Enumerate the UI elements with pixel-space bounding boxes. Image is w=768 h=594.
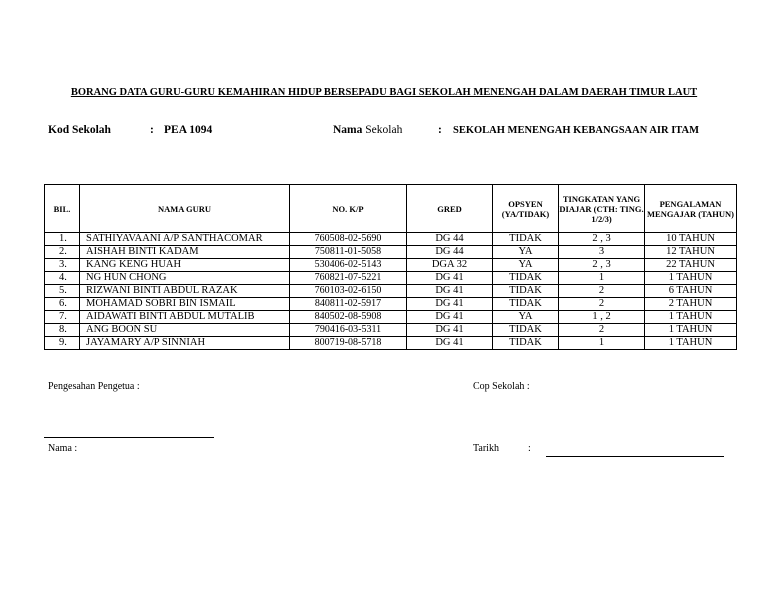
cop-sekolah-label: Cop Sekolah :	[473, 381, 530, 392]
cell-no-kp: 760508-02-5690	[290, 233, 407, 246]
table-row	[45, 233, 737, 246]
cell-pengalaman: 10 TAHUN	[645, 233, 737, 246]
header-nama-guru: NAMA GURU	[80, 185, 290, 233]
cell-pengalaman: 12 TAHUN	[645, 246, 737, 259]
header-opsyen: OPSYEN (YA/TIDAK)	[493, 185, 559, 233]
kod-sekolah-value: PEA 1094	[164, 124, 213, 136]
nama-sekolah-label-rest: Sekolah	[362, 124, 403, 136]
cell-nama-guru: NG HUN CHONG	[80, 272, 290, 285]
tarikh-label: Tarikh	[473, 443, 499, 454]
table-row	[45, 272, 737, 285]
cell-pengalaman: 1 TAHUN	[645, 337, 737, 350]
table-row	[45, 324, 737, 337]
cell-nama-guru: KANG KENG HUAH	[80, 259, 290, 272]
table-header-row	[45, 185, 737, 233]
cell-tingkatan: 1	[559, 337, 645, 350]
cell-pengalaman: 1 TAHUN	[645, 324, 737, 337]
header-bil: BIL.	[45, 185, 80, 233]
cell-pengalaman: 22 TAHUN	[645, 259, 737, 272]
cell-gred: DG 44	[407, 233, 493, 246]
cell-opsyen: YA	[493, 246, 559, 259]
header-no-kp: NO. K/P	[290, 185, 407, 233]
nama-sekolah-value: SEKOLAH MENENGAH KEBANGSAAN AIR ITAM	[453, 125, 700, 136]
cell-tingkatan: 2	[559, 324, 645, 337]
cell-bil: 1.	[45, 233, 80, 246]
cell-gred: DG 41	[407, 298, 493, 311]
cell-nama-guru: AIDAWATI BINTI ABDUL MUTALIB	[80, 311, 290, 324]
cell-opsyen: TIDAK	[493, 233, 559, 246]
cell-gred: DG 41	[407, 324, 493, 337]
table-row	[45, 311, 737, 324]
cell-gred: DG 41	[407, 337, 493, 350]
header-gred: GRED	[407, 185, 493, 233]
cell-no-kp: 840502-08-5908	[290, 311, 407, 324]
cell-pengalaman: 1 TAHUN	[645, 272, 737, 285]
cell-tingkatan: 1 , 2	[559, 311, 645, 324]
cell-no-kp: 750811-01-5058	[290, 246, 407, 259]
table-row	[45, 337, 737, 350]
cell-tingkatan: 2 , 3	[559, 259, 645, 272]
cell-opsyen: TIDAK	[493, 285, 559, 298]
form-title: BORANG DATA GURU-GURU KEMAHIRAN HIDUP BERSEPADU BAGI SEKOLAH MENENGAH DALAM DAERAH TIMUR LAUT	[70, 87, 698, 98]
cell-opsyen: YA	[493, 311, 559, 324]
cell-opsyen: TIDAK	[493, 272, 559, 285]
cell-bil: 4.	[45, 272, 80, 285]
kod-sekolah-label: Kod Sekolah	[48, 124, 111, 136]
cell-opsyen: TIDAK	[493, 337, 559, 350]
cell-tingkatan: 3	[559, 246, 645, 259]
cell-tingkatan: 2 , 3	[559, 233, 645, 246]
nama-sekolah-colon: :	[438, 124, 442, 136]
cell-nama-guru: AISHAH BINTI KADAM	[80, 246, 290, 259]
cell-gred: DG 41	[407, 285, 493, 298]
cell-gred: DG 41	[407, 272, 493, 285]
cell-bil: 6.	[45, 298, 80, 311]
cell-tingkatan: 2	[559, 298, 645, 311]
header-pengalaman: PENGALAMAN MENGAJAR (TAHUN)	[645, 185, 737, 233]
cell-bil: 2.	[45, 246, 80, 259]
cell-bil: 8.	[45, 324, 80, 337]
cell-gred: DG 44	[407, 246, 493, 259]
cell-bil: 9.	[45, 337, 80, 350]
cell-bil: 3.	[45, 259, 80, 272]
kod-sekolah-colon: :	[150, 124, 154, 136]
cell-pengalaman: 6 TAHUN	[645, 285, 737, 298]
cell-no-kp: 790416-03-5311	[290, 324, 407, 337]
cell-no-kp: 760103-02-6150	[290, 285, 407, 298]
header-tingkatan: TINGKATAN YANG DIAJAR (CTH: TING. 1/2/3)	[559, 185, 645, 233]
cell-nama-guru: MOHAMAD SOBRI BIN ISMAIL	[80, 298, 290, 311]
nama-sekolah-label	[333, 124, 402, 136]
cell-pengalaman: 1 TAHUN	[645, 311, 737, 324]
nama-sekolah-label-bold: Nama	[333, 124, 363, 136]
table-row	[45, 259, 737, 272]
table-row	[45, 246, 737, 259]
signature-line	[44, 437, 214, 438]
cell-no-kp: 760821-07-5221	[290, 272, 407, 285]
cell-bil: 7.	[45, 311, 80, 324]
cell-no-kp: 800719-08-5718	[290, 337, 407, 350]
cell-opsyen: YA	[493, 259, 559, 272]
cell-nama-guru: ANG BOON SU	[80, 324, 290, 337]
cell-no-kp: 840811-02-5917	[290, 298, 407, 311]
tarikh-colon: :	[528, 443, 531, 454]
cell-opsyen: TIDAK	[493, 298, 559, 311]
tarikh-line	[546, 456, 724, 457]
cell-nama-guru: RIZWANI BINTI ABDUL RAZAK	[80, 285, 290, 298]
cell-nama-guru: JAYAMARY A/P SINNIAH	[80, 337, 290, 350]
cell-tingkatan: 1	[559, 272, 645, 285]
teacher-table	[44, 184, 737, 350]
cell-bil: 5.	[45, 285, 80, 298]
nama-label: Nama :	[48, 443, 78, 454]
cell-tingkatan: 2	[559, 285, 645, 298]
cell-gred: DG 41	[407, 311, 493, 324]
cell-no-kp: 530406-02-5143	[290, 259, 407, 272]
cell-nama-guru: SATHIYAVAANI A/P SANTHACOMAR	[80, 233, 290, 246]
pengesahan-label: Pengesahan Pengetua :	[48, 381, 140, 392]
cell-pengalaman: 2 TAHUN	[645, 298, 737, 311]
table-row	[45, 285, 737, 298]
cell-gred: DGA 32	[407, 259, 493, 272]
cell-opsyen: TIDAK	[493, 324, 559, 337]
table-row	[45, 298, 737, 311]
